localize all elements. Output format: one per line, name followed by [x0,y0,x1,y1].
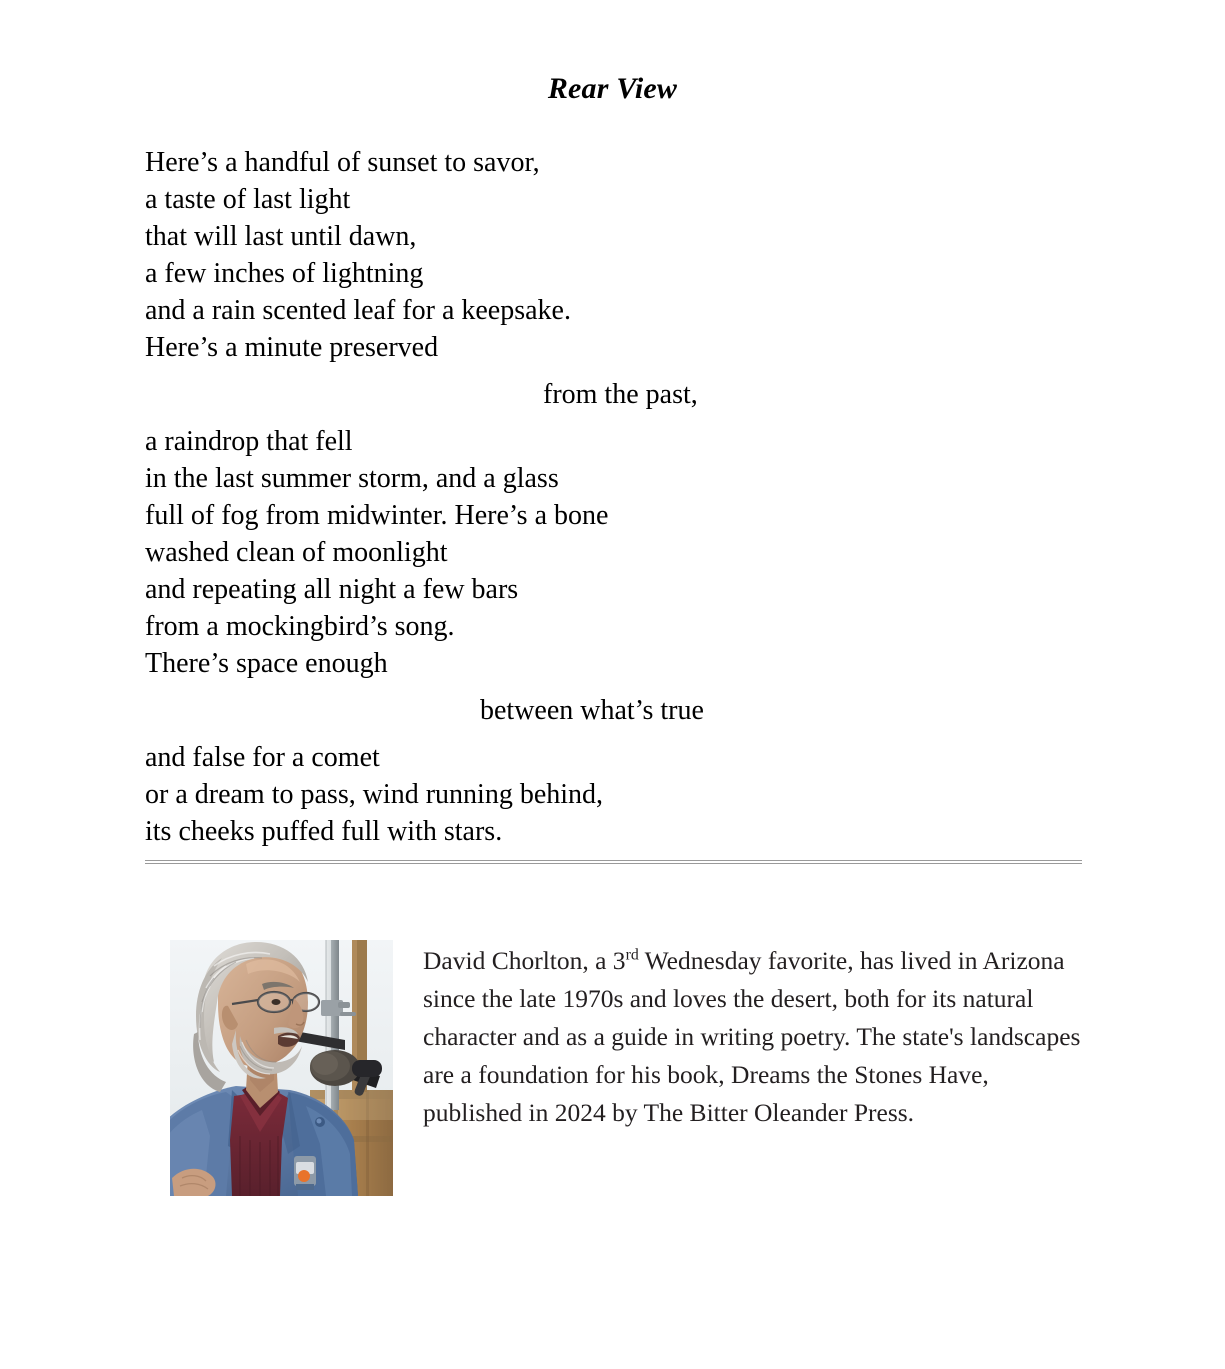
author-photo [170,940,393,1196]
bio-text-part1: David Chorlton, a 3 [423,946,626,975]
poem-line: a raindrop that fell [145,426,353,457]
section-divider [145,860,1082,864]
poem-line: and false for a comet [145,742,380,773]
author-portrait-image [170,940,393,1196]
poem-line: in the last summer storm, and a glass [145,463,559,494]
poem-line: its cheeks puffed full with stars. [145,816,503,847]
poem-line: There’s space enough [145,648,388,679]
poem-line: Here’s a handful of sunset to savor, [145,147,540,178]
author-bio-text [423,942,1088,1132]
bio-text-part2: Wednesday favorite, has lived in Arizona since the late 1970s and loves the desert, both for its natural character and as a guide in writing poetry. The state's landscapes are a foundation for his book, Dreams the Stones Have, published in 2024 by The Bitter Oleander Press. [423,946,1081,1127]
poem-body [145,144,1095,850]
poem-line: or a dream to pass, wind running behind, [145,779,604,810]
poem-line: a taste of last light [145,184,351,215]
poem-line-indented: between what’s true [480,695,704,726]
poem-line: Here’s a minute preserved [145,332,439,363]
page-title: Rear View [547,72,678,105]
ordinal-suffix: rd [625,946,639,964]
poem-line: and a rain scented leaf for a keepsake. [145,295,571,326]
poem-line-indented: from the past, [543,379,698,410]
poem-line: and repeating all night a few bars [145,574,519,605]
poem-line: from a mockingbird’s song. [145,611,455,642]
poem-line: that will last until dawn, [145,221,417,252]
poem-line: a few inches of lightning [145,258,424,289]
poem-line: full of fog from midwinter. Here’s a bone [145,500,609,531]
poem-line: washed clean of moonlight [145,537,448,568]
